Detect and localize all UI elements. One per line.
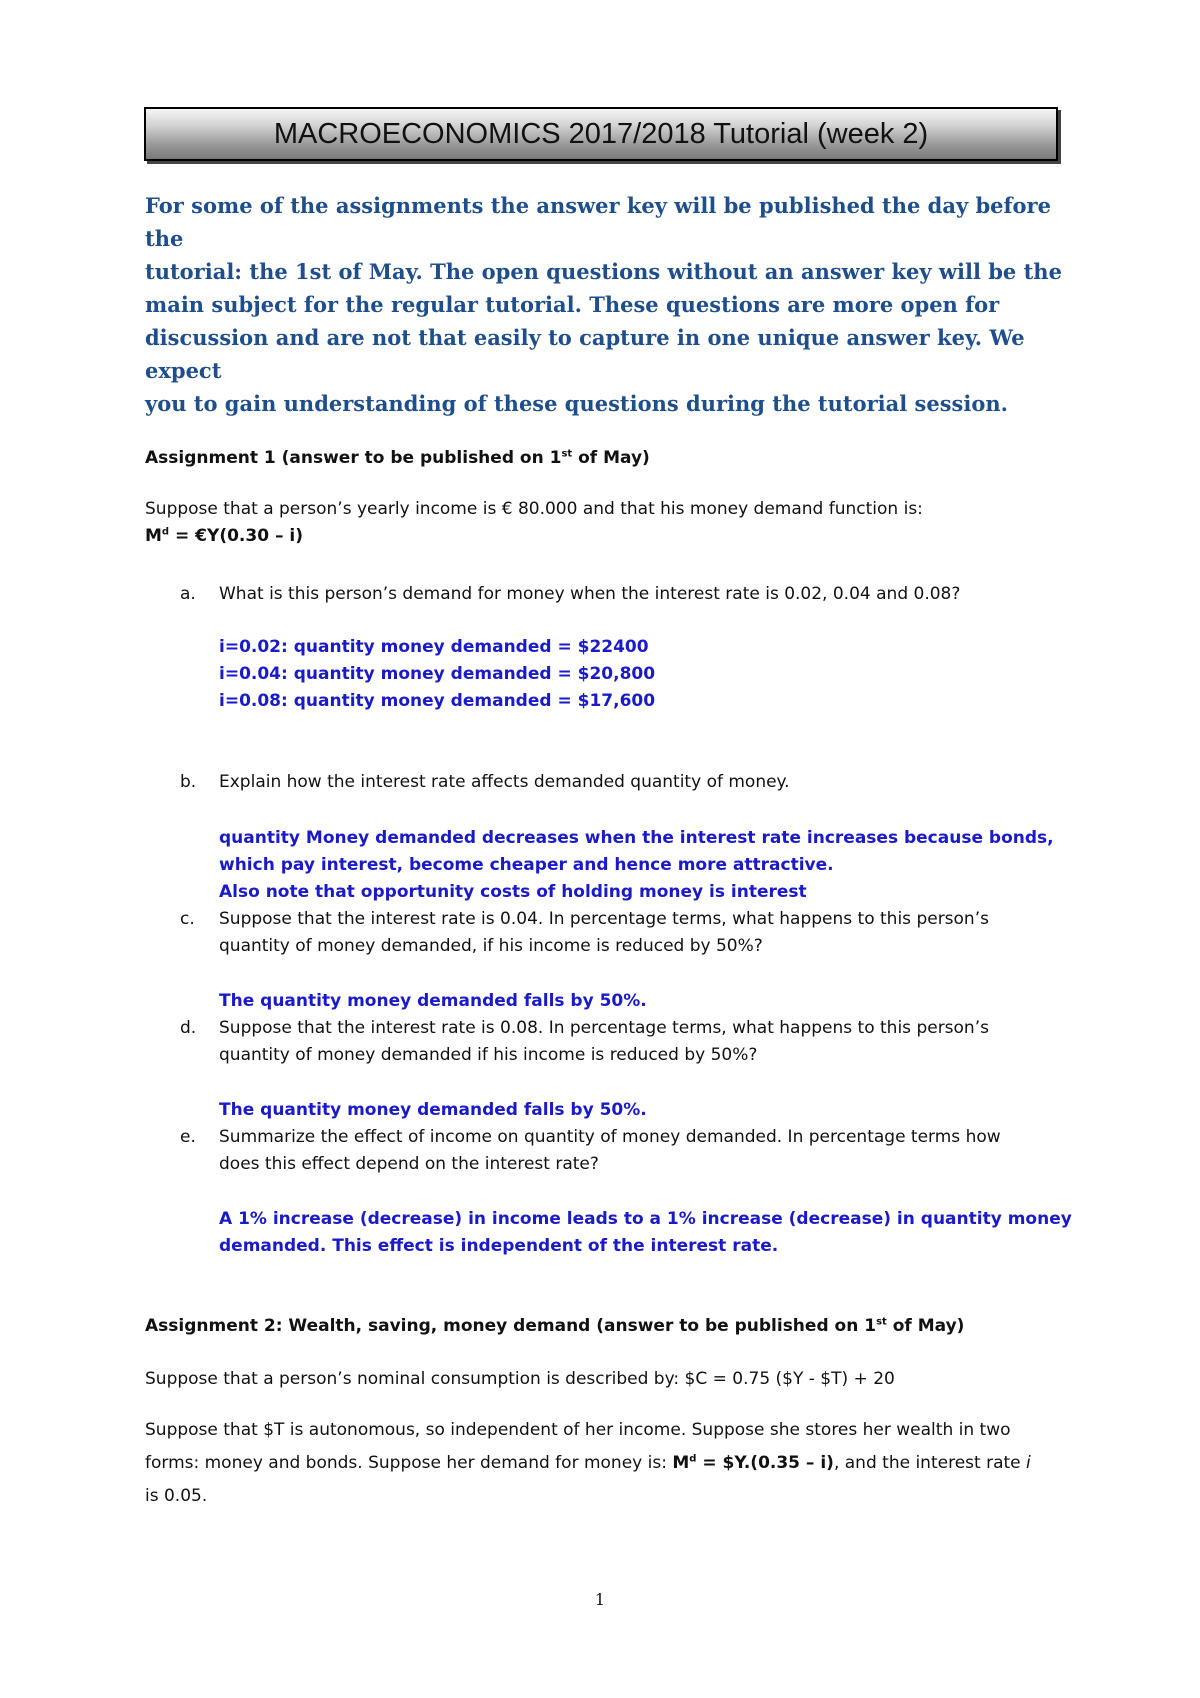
intro-line: you to gain understanding of these questions during the tutorial session. xyxy=(145,391,1008,416)
question-a-answer: i=0.02: quantity money demanded = $22400 xyxy=(219,637,649,657)
intro-paragraph xyxy=(145,189,1075,420)
question-b-text: Explain how the interest rate affects demanded quantity of money. xyxy=(219,772,790,792)
assignment2-consumption: Suppose that a person’s nominal consumption is described by: $C = 0.75 ($Y - $T) + 20 xyxy=(145,1369,895,1389)
intro-line: For some of the assignments the answer key will be published the day before the xyxy=(145,193,1051,251)
assignment2-paragraph-line: forms: money and bonds. Suppose her demand for money is: $M^d$ = $Y.(0.35 – i), and the interest rate i xyxy=(145,1453,1031,1473)
question-e-answer: A 1% increase (decrease) in income leads to a 1% increase (decrease) in quantity money xyxy=(219,1209,1072,1229)
assignment2-paragraph-line: is 0.05. xyxy=(145,1486,208,1506)
question-c-marker: c. xyxy=(180,909,195,929)
question-a-answer: i=0.04: quantity money demanded = $20,800 xyxy=(219,664,656,684)
question-c-text: Suppose that the interest rate is 0.04. In percentage terms, what happens to this person’s xyxy=(219,909,989,929)
assignment2-paragraph-line: Suppose that $T is autonomous, so independent of her income. Suppose she stores her wealth in two xyxy=(145,1420,1011,1440)
assignment1-formula: $M^d$ = €Y(0.30 – i) xyxy=(145,526,303,546)
question-a-marker: a. xyxy=(180,584,196,604)
question-e-answer: demanded. This effect is independent of the interest rate. xyxy=(219,1236,779,1256)
document-title: MACROECONOMICS 2017/2018 Tutorial (week 2) xyxy=(273,117,929,150)
question-e-text: Summarize the effect of income on quantity of money demanded. In percentage terms how xyxy=(219,1127,1001,1147)
question-a-text: What is this person’s demand for money when the interest rate is 0.02, 0.04 and 0.08? xyxy=(219,584,961,604)
page-number: 1 xyxy=(594,1590,606,1609)
intro-line: main subject for the regular tutorial. These questions are more open for xyxy=(145,292,1000,317)
question-b-answer: Also note that opportunity costs of holding money is interest xyxy=(219,882,807,902)
question-e-text: does this effect depend on the interest rate? xyxy=(219,1154,599,1174)
assignment1-heading: Assignment 1 (answer to be published on 1st of May) xyxy=(145,448,650,468)
document-title-box xyxy=(144,107,1058,161)
question-a-answer: i=0.08: quantity money demanded = $17,600 xyxy=(219,691,656,711)
question-e-marker: e. xyxy=(180,1127,196,1147)
question-b-answer: which pay interest, become cheaper and hence more attractive. xyxy=(219,855,834,875)
question-d-text: Suppose that the interest rate is 0.08. In percentage terms, what happens to this person’s xyxy=(219,1018,989,1038)
question-b-answer: quantity Money demanded decreases when the interest rate increases because bonds, xyxy=(219,828,1054,848)
question-d-answer: The quantity money demanded falls by 50%. xyxy=(219,1100,647,1120)
assignment2-heading: Assignment 2: Wealth, saving, money demand (answer to be published on 1st of May) xyxy=(145,1316,965,1336)
question-d-text: quantity of money demanded if his income is reduced by 50%? xyxy=(219,1045,758,1065)
assignment1-setup: Suppose that a person’s yearly income is € 80.000 and that his money demand function is: xyxy=(145,499,923,519)
question-c-text: quantity of money demanded, if his income is reduced by 50%? xyxy=(219,936,763,956)
intro-line: discussion and are not that easily to capture in one unique answer key. We expect xyxy=(145,325,1025,383)
question-c-answer: The quantity money demanded falls by 50%. xyxy=(219,991,647,1011)
question-b-marker: b. xyxy=(180,772,197,792)
intro-line: tutorial: the 1st of May. The open questions without an answer key will be the xyxy=(145,259,1062,284)
question-d-marker: d. xyxy=(180,1018,197,1038)
